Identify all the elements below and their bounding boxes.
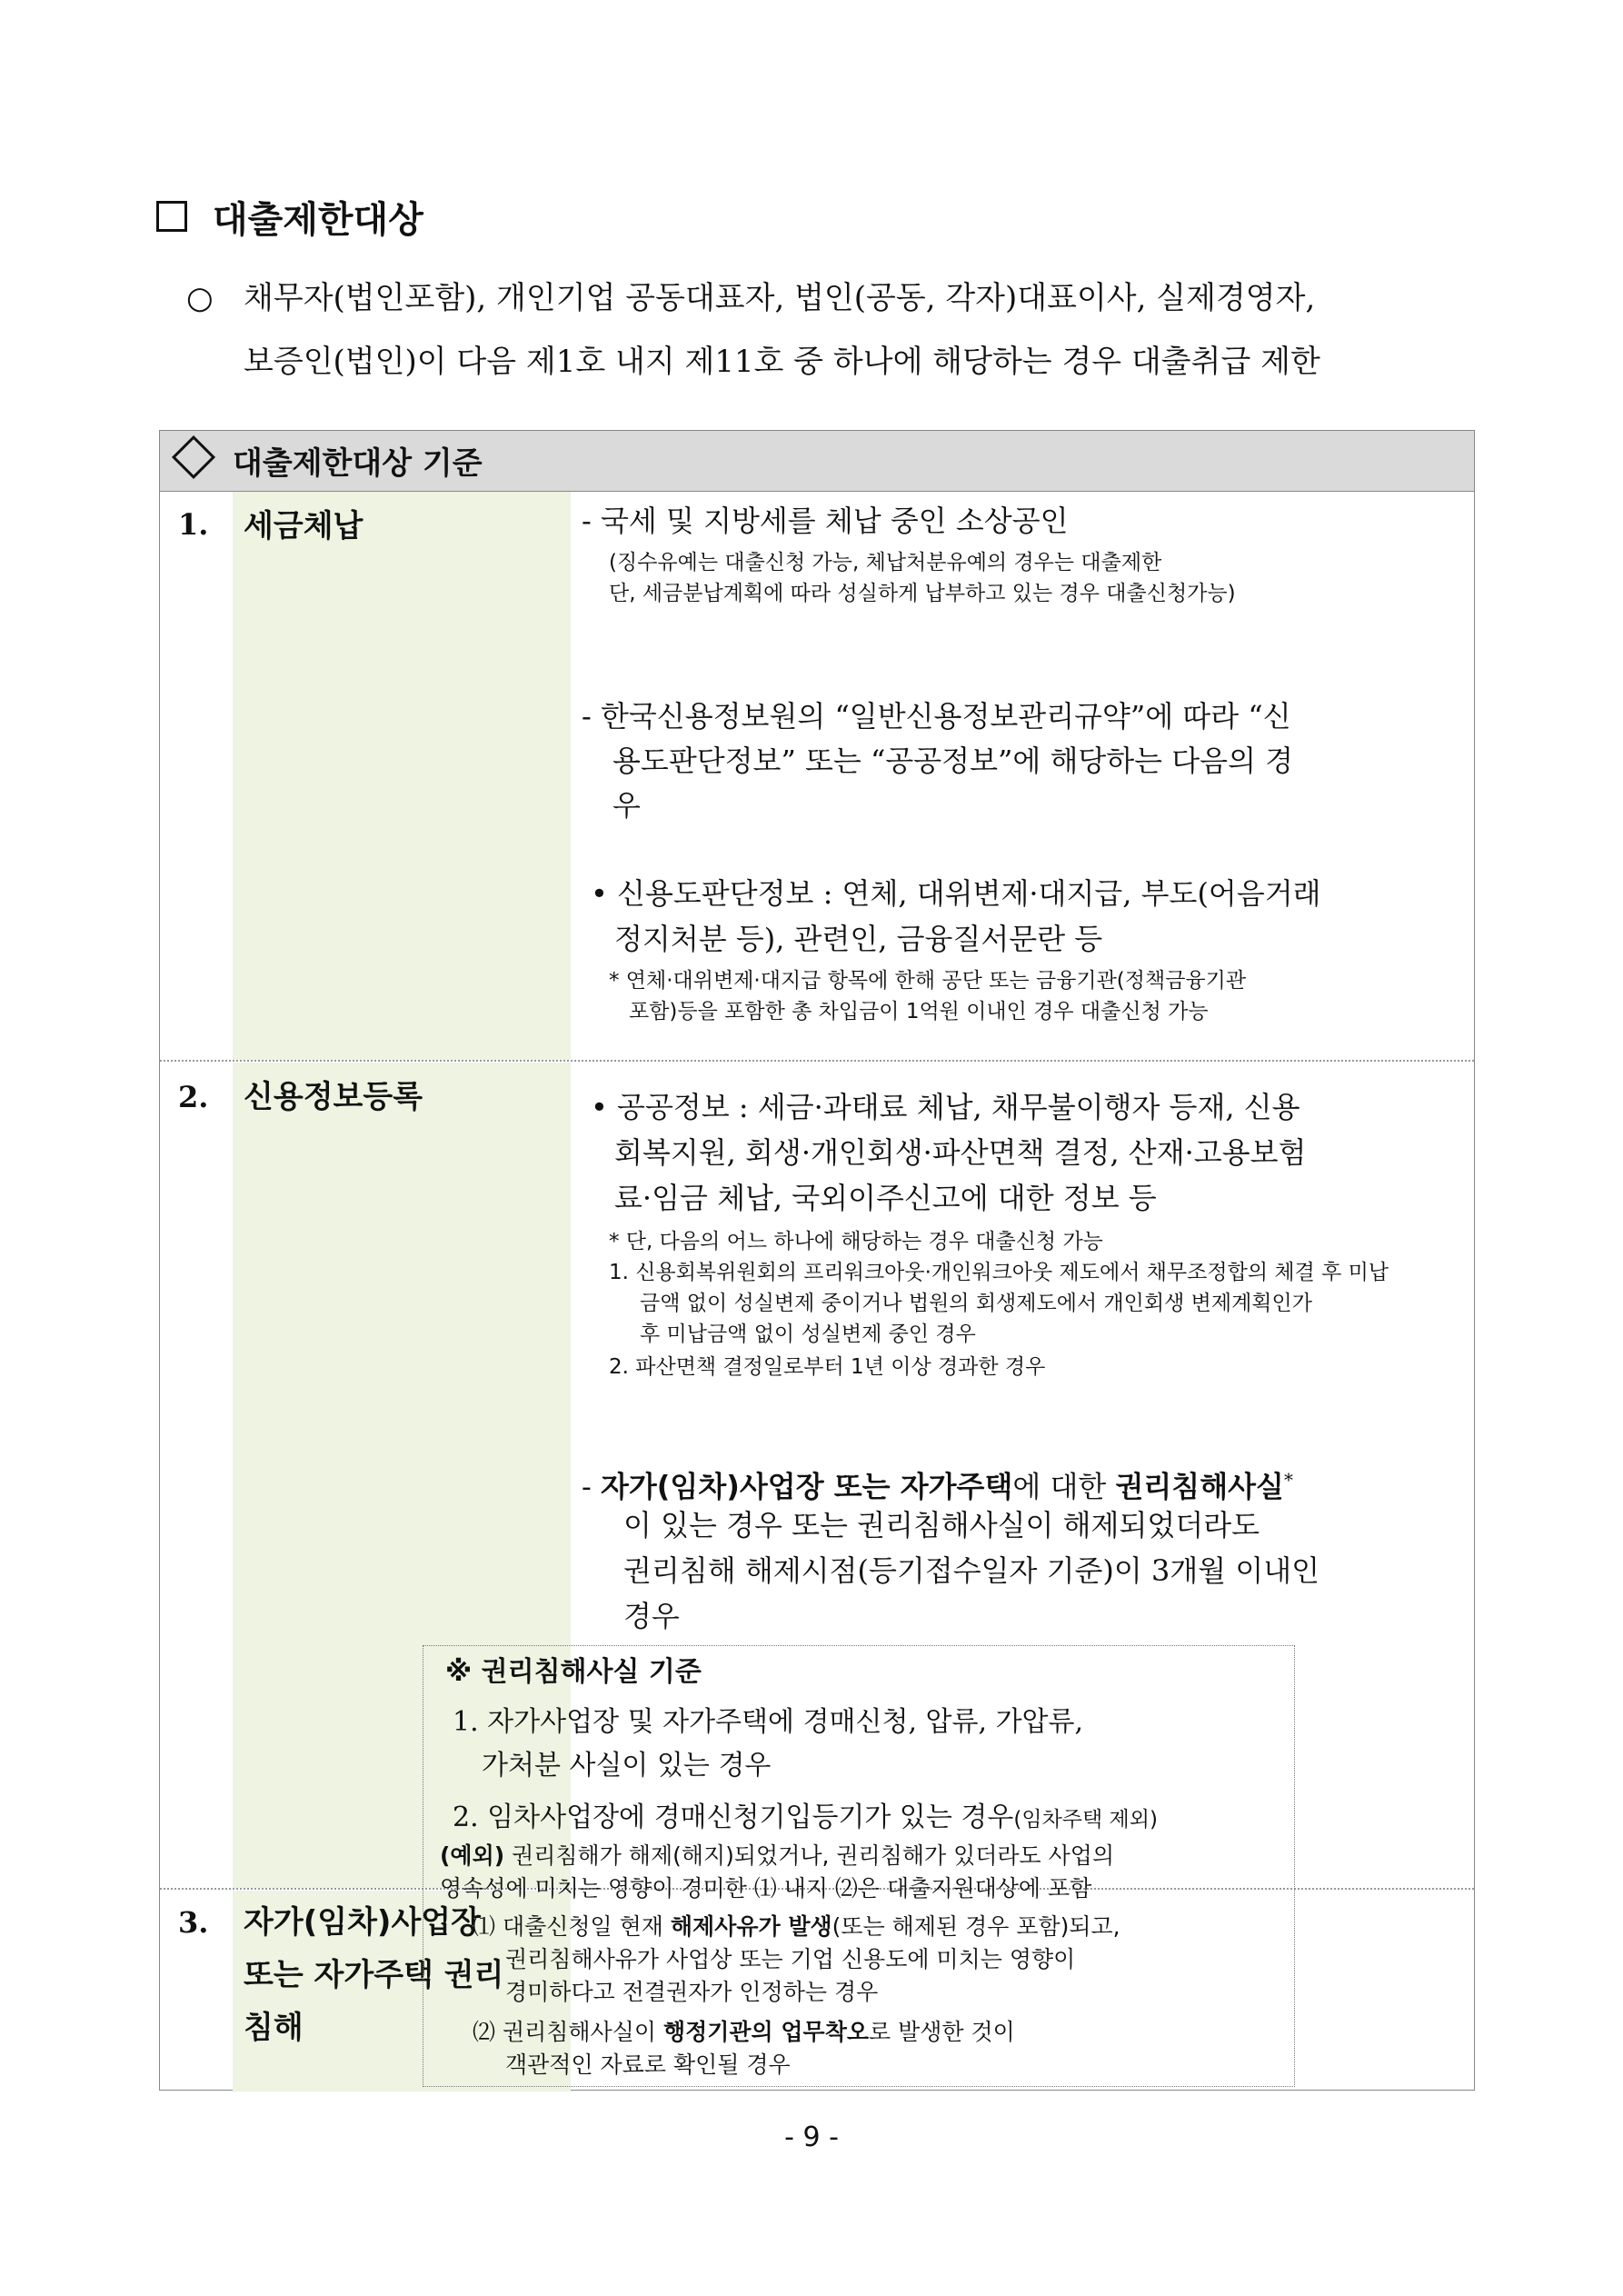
exception-line-2: 영속성에 미치는 영향이 경미한 ⑴ 내지 ⑵은 대출지원대상에 포함	[440, 1875, 1092, 1902]
asterisk: *	[1283, 1469, 1293, 1491]
checkbox-square-icon	[156, 201, 187, 232]
row-2-note-1-line-2: 포함)등을 포함한 총 차입금이 1억원 이내인 경우 대출신청 가능	[629, 1000, 1209, 1023]
row-1-title: 세금체납	[244, 508, 363, 544]
text: ⑵ 권리침해사실이	[473, 2019, 663, 2045]
table-header-title: 대출제한대상 기준	[233, 445, 483, 482]
page-number: - 9 -	[784, 2121, 839, 2153]
row-3-title-line-3: 침해	[244, 2010, 304, 2046]
row-2-bullet-2-line-2: 회복지원, 회생·개인회생·파산면책 결정, 산재·고용보험	[614, 1135, 1307, 1170]
exception-sub-2-line-2: 객관적인 자료로 확인될 경우	[505, 2051, 791, 2078]
row-2-bullet-2-line-3: 료·임금 체납, 국외이주신고에 대한 정보 등	[614, 1181, 1157, 1215]
criteria-item-2	[453, 1798, 1158, 1840]
row-1-note-line-2: 단, 세금분납계획에 따라 성실하게 납부하고 있는 경우 대출신청가능)	[609, 582, 1236, 605]
exception-sub-1-line-3: 경미하다고 전결권자가 인정하는 경우	[505, 1979, 879, 2005]
row-1-number: 1.	[178, 507, 209, 542]
row-1-main-text: - 국세 및 지방세를 체납 중인 소상공인	[582, 504, 1069, 538]
row-2-para-line-1: - 한국신용정보원의 “일반신용정보관리규약”에 따라 “신	[582, 699, 1291, 734]
intro-bullet: ○	[186, 280, 214, 316]
exception-sub-1-line-1	[473, 1911, 1120, 1943]
row-2-note-2-line-3: 금액 없이 성실변제 중이거나 법원의 회생제도에서 개인회생 변제계획인가	[640, 1292, 1312, 1315]
emphasis-administrative-error: 행정기관의 업무착오	[662, 2019, 870, 2045]
intro-line-1: 채무자(법인포함), 개인기업 공동대표자, 법인(공동, 각자)대표이사, 실제경영자,	[244, 280, 1316, 316]
row-2-note-2-line-5: 2. 파산면책 결정일로부터 1년 이상 경과한 경우	[609, 1355, 1046, 1379]
row-3-number: 3.	[178, 1905, 209, 1940]
row-2-bullet-2-line-1: • 공공정보 : 세금·과태료 체납, 채무불이행자 등재, 신용	[591, 1090, 1300, 1124]
row-2-para-line-3: 우	[612, 788, 641, 823]
section-heading	[156, 189, 423, 244]
row-3-para-line-4: 경우	[623, 1599, 680, 1633]
criteria-item-2-text: 2. 임차사업장에 경매신청기입등기가 있는 경우	[453, 1802, 1014, 1833]
row-2-number: 2.	[178, 1080, 209, 1114]
text: ⑴ 대출신청일 현재	[473, 1913, 671, 1940]
exception-label: (예외)	[440, 1842, 505, 1869]
diamond-icon	[172, 435, 215, 479]
emphasis-premises: 자가(임차)사업장 또는 자가주택	[600, 1469, 1013, 1504]
row-3-para-line-2: 이 있는 경우 또는 권리침해사실이 해제되었더라도	[623, 1508, 1260, 1542]
exception-sub-2-line-1	[473, 2016, 1015, 2049]
text: 에 대한	[1012, 1469, 1116, 1504]
exception-text: 권리침해가 해제(해지)되었거나, 권리침해가 있더라도 사업의	[504, 1842, 1115, 1869]
row-3-title-line-1: 자가(임차)사업장	[244, 1904, 481, 1941]
row-2-note-2-line-4: 후 미납금액 없이 성실변제 중인 경우	[640, 1323, 976, 1346]
row-3-title-line-2: 또는 자가주택 권리	[244, 1957, 504, 1993]
text: 로 발생한 것이	[869, 2019, 1015, 2045]
row-1-title-cell	[233, 492, 571, 1060]
criteria-item-1-line-2: 가처분 사실이 있는 경우	[482, 1750, 772, 1782]
dash: -	[582, 1469, 601, 1504]
row-2-para-line-2: 용도판단정보” 또는 “공공정보”에 해당하는 다음의 경	[612, 744, 1294, 778]
emphasis-cause-occurred: 해제사유가 발생	[670, 1913, 832, 1940]
exception-line-1	[440, 1840, 1114, 1872]
row-2-note-1-line-1: * 연체·대위변제·대지급 항목에 한해 공단 또는 금융기관(정책금융기관	[609, 969, 1247, 993]
row-2-note-2-line-1: * 단, 다음의 어느 하나에 해당하는 경우 대출신청 가능	[609, 1230, 1103, 1253]
row-2-title: 신용정보등록	[244, 1079, 423, 1115]
row-2-note-2-line-2: 1. 신용회복위원회의 프리워크아웃·개인워크아웃 제도에서 채무조정합의 체결 후 미납	[609, 1261, 1389, 1284]
section-title: 대출제한대상	[213, 198, 423, 241]
row-2-bullet-1-line-1: • 신용도판단정보 : 연체, 대위변제·대지급, 부도(어음거래	[591, 876, 1321, 911]
criteria-box-title: ※ 권리침해사실 기준	[445, 1656, 702, 1688]
row-divider	[160, 1060, 1474, 1062]
row-1-note-line-1: (징수유예는 대출신청 가능, 체납처분유예의 경우는 대출제한	[609, 551, 1162, 574]
table-header	[160, 431, 1474, 492]
intro-line-2: 보증인(법인)이 다음 제1호 내지 제11호 중 하나에 해당하는 경우 대출취급 제한	[244, 344, 1320, 380]
emphasis-rights-infringement: 권리침해사실	[1115, 1469, 1284, 1504]
text: (또는 해제된 경우 포함)되고,	[831, 1913, 1120, 1940]
exception-sub-1-line-2: 권리침해사유가 사업상 또는 기업 신용도에 미치는 영향이	[505, 1946, 1076, 1972]
row-2-bullet-1-line-2: 정지처분 등), 관련인, 금융질서문란 등	[614, 922, 1103, 956]
criteria-item-2-note: (임차주택 제외)	[1013, 1808, 1158, 1832]
row-3-para-line-3: 권리침해 해제시점(등기접수일자 기준)이 3개월 이내인	[623, 1553, 1320, 1588]
criteria-item-1-line-1: 1. 자가사업장 및 자가주택에 경매신청, 압류, 가압류,	[453, 1706, 1084, 1738]
row-3-para-line-1	[582, 1457, 1293, 1510]
